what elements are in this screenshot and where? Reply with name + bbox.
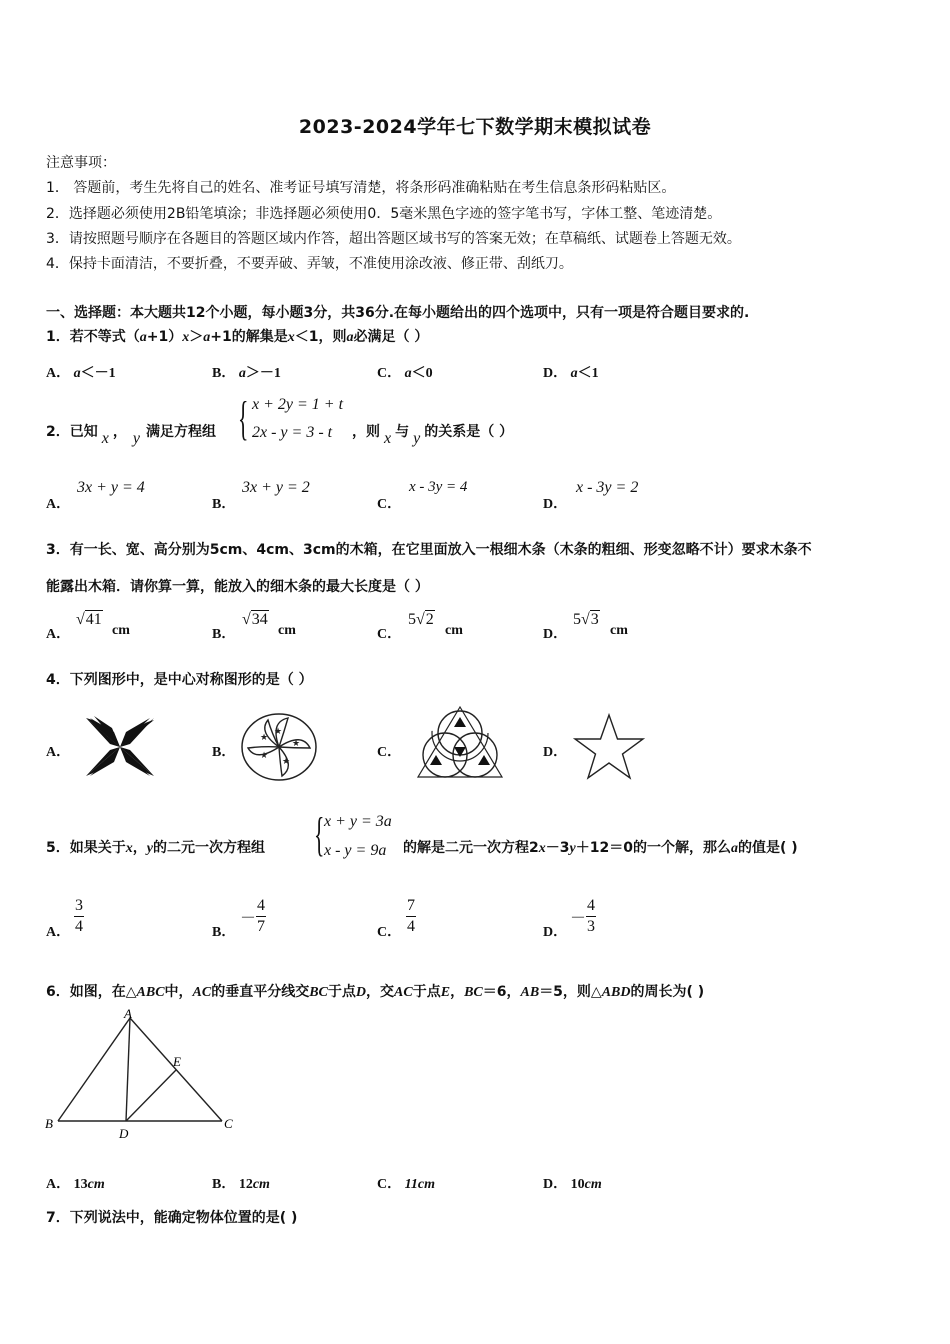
q2-option-d-expr: x - 3y = 2	[576, 479, 639, 496]
svg-text:★: ★	[273, 727, 283, 737]
system-brace: {	[314, 808, 325, 861]
q5-option-a[interactable]: A．	[46, 925, 71, 940]
q5-option-b[interactable]: B．	[212, 925, 236, 940]
q3-unit: cm	[278, 623, 296, 638]
q4-option-b[interactable]: B．	[212, 745, 236, 760]
question-7: 7．下列说法中，能确定物体位置的是( )	[46, 1210, 298, 1226]
q2-option-b-expr: 3x + y = 2	[242, 479, 310, 496]
pinwheel-figure	[84, 714, 156, 780]
q6-option-d[interactable]: D． 10cm	[543, 1177, 602, 1192]
svg-text:★: ★	[259, 733, 269, 743]
q6-option-b[interactable]: B． 12cm	[212, 1177, 270, 1192]
q5-option-d-value: － $\frac{4}{3}$	[570, 897, 596, 935]
star-figure	[571, 712, 647, 780]
q2-option-b[interactable]: B．	[212, 497, 236, 512]
notes-heading: 注意事项：	[46, 155, 116, 171]
label-C: C	[224, 1116, 233, 1131]
note-item: 3．请按照题号顺序在各题目的答题区域内作答，超出答题区域书写的答案无效；在草稿纸、试题卷上答题无效。	[46, 231, 741, 247]
q2-option-a-expr: 3x + y = 4	[77, 479, 145, 496]
q3-option-a[interactable]: A．	[46, 627, 71, 642]
q5-option-c-value: $\frac{7}{4}$	[407, 897, 415, 935]
q3-unit: cm	[610, 623, 628, 638]
label-B: B	[45, 1116, 53, 1131]
bauhinia-emblem-figure	[240, 712, 318, 782]
q4-option-c[interactable]: C．	[377, 745, 402, 760]
q5-equation-2: x - y = 9a	[324, 842, 387, 859]
system-brace: {	[238, 392, 249, 445]
q4-option-d[interactable]: D．	[543, 745, 568, 760]
question-3-line1: 3．有一长、宽、高分别为5cm、4cm、3cm的木箱，在它里面放入一根细木条（木条的粗细、形变忽略不计）要求木条不	[46, 542, 812, 558]
question-2-suffix: ，则 x 与 y 的关系是（ ）	[352, 424, 514, 447]
q3-option-a-value: √41	[76, 611, 102, 628]
q1-option-d[interactable]: D． a＜1	[543, 366, 599, 381]
q4-option-a[interactable]: A．	[46, 745, 71, 760]
question-3-line2: 能露出木箱．请你算一算，能放入的细木条的最大长度是（ ）	[46, 579, 429, 595]
note-item: 1． 答题前，考生先将自己的姓名、准考证号填写清楚，将条形码准确粘贴在考生信息条形码粘贴区。	[46, 180, 676, 196]
note-item: 4．保持卡面清洁，不要折叠，不要弄破、弄皱，不准使用涂改液、修正带、刮纸刀。	[46, 256, 573, 272]
q2-equation-1: x + 2y = 1 + t	[252, 396, 344, 413]
q2-option-d[interactable]: D．	[543, 497, 568, 512]
q5-option-a-value: $\frac{3}{4}$	[75, 897, 83, 935]
question-5-suffix: 的解是二元一次方程2x－3y＋12＝0的一个解，那么a的值是( )	[403, 840, 798, 856]
q3-option-d-value: 5√3	[573, 611, 599, 628]
q5-option-d[interactable]: D．	[543, 925, 568, 940]
q1-option-c[interactable]: C． a＜0	[377, 366, 433, 381]
triangle-figure	[40, 1004, 240, 1144]
q5-option-b-value: － $\frac{4}{7}$	[240, 897, 266, 935]
q3-option-d[interactable]: D．	[543, 627, 568, 642]
section-heading: 一、选择题：本大题共12个小题，每小题3分，共36分.在每小题给出的四个选项中，只有一项是符合题目要求的.	[46, 305, 750, 321]
note-item: 2．选择题必须使用2B铅笔填涂；非选择题必须使用0．5毫米黑色字迹的签字笔书写，字体工整、笔迹清楚。	[46, 206, 722, 222]
q2-option-c[interactable]: C．	[377, 497, 402, 512]
q2-equation-2: 2x - y = 3 - t	[252, 424, 333, 441]
q3-unit: cm	[445, 623, 463, 638]
svg-text:★: ★	[281, 757, 291, 767]
label-E: E	[173, 1054, 181, 1069]
question-2-prefix: 2．已知 x ， y 满足方程组	[46, 424, 216, 447]
page-title: 2023-2024学年七下数学期末模拟试卷	[298, 116, 652, 138]
q5-option-c[interactable]: C．	[377, 925, 402, 940]
question-4: 4．下列图形中，是中心对称图形的是（ ）	[46, 672, 313, 688]
q6-option-a[interactable]: A． 13cm	[46, 1177, 105, 1192]
q5-equation-1: x + y = 3a	[324, 813, 392, 830]
q1-option-b[interactable]: B． a＞－1	[212, 366, 281, 381]
q3-option-b[interactable]: B．	[212, 627, 236, 642]
q6-option-c[interactable]: C． 11cm	[377, 1177, 435, 1192]
label-A: A	[124, 1006, 132, 1021]
q1-option-a[interactable]: A． a＜－1	[46, 366, 116, 381]
svg-text:★: ★	[259, 751, 269, 761]
question-5-prefix: 5．如果关于x，y的二元一次方程组	[46, 840, 265, 856]
q2-option-a[interactable]: A．	[46, 497, 71, 512]
svg-text:★: ★	[291, 739, 301, 749]
q3-unit: cm	[112, 623, 130, 638]
triquetra-figure	[414, 703, 506, 783]
label-D: D	[119, 1126, 129, 1141]
q3-option-c[interactable]: C．	[377, 627, 402, 642]
q2-option-c-expr: x - 3y = 4	[409, 479, 468, 495]
question-6: 6．如图，在△ABC中，AC的垂直平分线交BC于点D，交AC于点E，BC＝6，AB＝5，则△ABD的周长为( )	[46, 984, 705, 1000]
q3-option-c-value: 5√2	[408, 611, 434, 628]
question-1: 1．若不等式（a+1）x＞a+1的解集是x＜1，则a必满足（ ）	[46, 329, 429, 345]
q3-option-b-value: √34	[242, 611, 268, 628]
